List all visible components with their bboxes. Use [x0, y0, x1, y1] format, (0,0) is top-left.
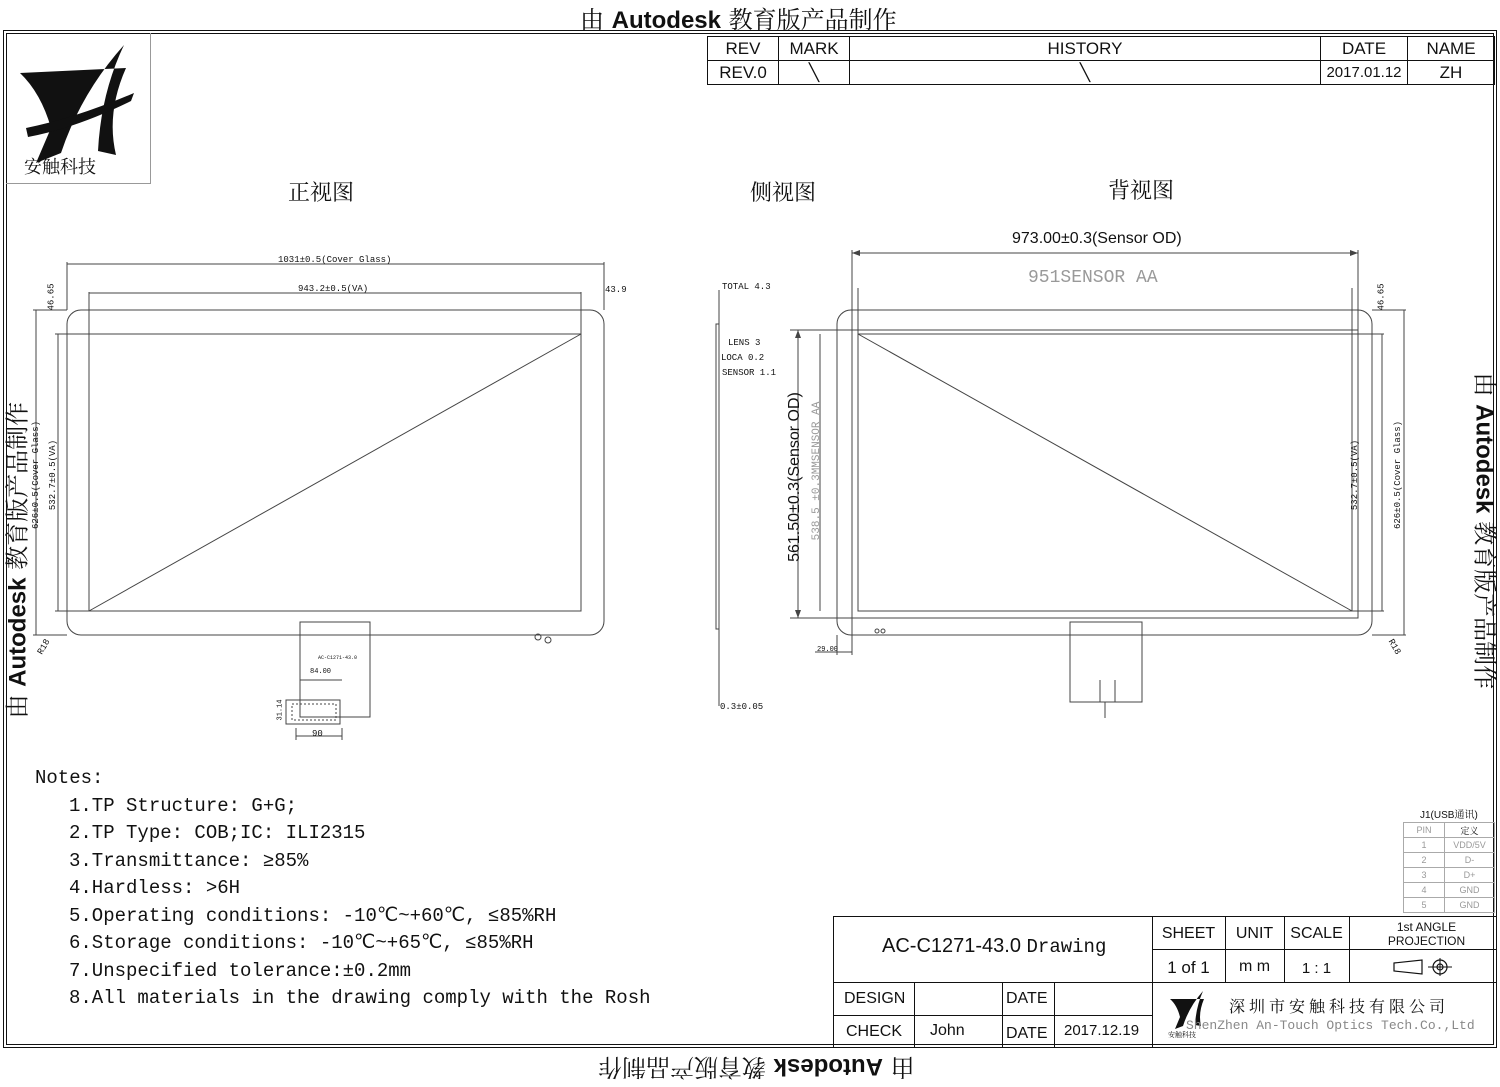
- back-sensor-aa-height-label: 538.5 ±0.3MMSENSOR AA: [811, 376, 823, 566]
- side-tail-label: 0.3±0.05: [720, 702, 763, 712]
- front-height-cover-label: 626±0.5(Cover Glass): [31, 421, 41, 529]
- scale-label: SCALE: [1284, 925, 1349, 943]
- design-date-label: DATE: [1006, 990, 1047, 1008]
- note-item: 4.Hardless: >6H: [35, 875, 651, 903]
- def-header: 定义: [1445, 823, 1495, 838]
- sheet-value: 1 of 1: [1152, 958, 1225, 978]
- history-header: HISTORY: [850, 37, 1321, 61]
- fpc-width-label: 90: [312, 729, 323, 739]
- mark-header: MARK: [779, 37, 850, 61]
- note-item: 5.Operating conditions: -10℃~+60℃, ≤85%RH: [35, 903, 651, 931]
- check-date-label: DATE: [1006, 1025, 1047, 1043]
- watermark-left: 由 Autodesk 教育版产品制作: [0, 389, 33, 719]
- side-sensor-label: SENSOR 1.1: [722, 368, 776, 378]
- watermark-right: 由 Autodesk 教育版产品制作: [1470, 373, 1500, 703]
- check-name: John: [930, 1022, 965, 1040]
- side-lens-label: LENS 3: [728, 338, 760, 348]
- date-header: DATE: [1321, 37, 1408, 61]
- pin-cell: 5: [1404, 898, 1445, 913]
- note-item: 1.TP Structure: G+G;: [35, 793, 651, 821]
- notes-heading: Notes:: [35, 765, 651, 793]
- def-cell: D-: [1445, 853, 1495, 868]
- design-label: DESIGN: [844, 990, 905, 1008]
- pin-cell: 4: [1404, 883, 1445, 898]
- side-view-title: 侧视图: [750, 176, 816, 207]
- back-height-va-label: 532.7±0.5(VA): [1350, 440, 1360, 510]
- date-value: 2017.01.12: [1321, 61, 1408, 85]
- note-item: 7.Unspecified tolerance:±0.2mm: [35, 958, 651, 986]
- company-name-en: ShenZhen An-Touch Optics Tech.Co.,Ltd: [1186, 1018, 1475, 1033]
- note-item: 2.TP Type: COB;IC: ILI2315: [35, 820, 651, 848]
- sheet-label: SHEET: [1152, 925, 1225, 943]
- projection-symbol-icon: [1392, 957, 1472, 977]
- back-height-cover-label: 626±0.5(Cover Glass): [1393, 421, 1403, 529]
- side-total-label: TOTAL 4.3: [722, 282, 771, 292]
- unit-label: UNIT: [1225, 925, 1284, 943]
- company-name-cn: 深圳市安触科技有限公司: [1229, 994, 1449, 1017]
- pin-header: PIN: [1404, 823, 1445, 838]
- front-radius-label: R18: [36, 637, 53, 656]
- check-label: CHECK: [846, 1023, 902, 1041]
- def-cell: VDD/5V: [1445, 838, 1495, 853]
- pin-table: [1403, 822, 1495, 913]
- fpc-inner-label: 84.00: [310, 668, 331, 676]
- front-width-cover-label: 1031±0.5(Cover Glass): [278, 255, 391, 265]
- front-height-va-label: 532.7±0.5(VA): [48, 440, 58, 510]
- front-width-va-label: 943.2±0.5(VA): [298, 284, 368, 294]
- watermark-top: 由 Autodesk 教育版产品制作: [580, 0, 897, 35]
- back-offset-top-label: 46.65: [1377, 283, 1387, 310]
- check-date-value: 2017.12.19: [1064, 1022, 1139, 1039]
- note-item: 8.All materials in the drawing comply with the Rosh: [35, 985, 651, 1013]
- fpc-depth-label: 31.14: [277, 699, 285, 720]
- back-offset-left-label: 29.00: [817, 646, 838, 654]
- pin-cell: 2: [1404, 853, 1445, 868]
- name-value: ZH: [1408, 61, 1495, 85]
- watermark-bottom: 由 Autodesk 教育版产品制作: [598, 1052, 915, 1087]
- history-value: ╲: [850, 61, 1321, 85]
- back-sensor-aa-label: 951SENSOR AA: [1028, 268, 1158, 288]
- front-view-title: 正视图: [288, 176, 354, 207]
- small-logo-caption: 安触科技: [1168, 1030, 1196, 1040]
- def-cell: GND: [1445, 898, 1495, 913]
- scale-value: 1 : 1: [1284, 960, 1349, 977]
- side-loca-label: LOCA 0.2: [721, 353, 764, 363]
- logo-caption: 安触科技: [24, 153, 96, 179]
- rev-header: REV: [708, 37, 779, 61]
- rev-value: REV.0: [708, 61, 779, 85]
- unit-value: m m: [1225, 958, 1284, 976]
- def-cell: GND: [1445, 883, 1495, 898]
- back-sensor-od-width-label: 973.00±0.3(Sensor OD): [1012, 230, 1182, 248]
- fpc-part-label: AC-C1271-43.0: [318, 655, 357, 661]
- front-offset-right-label: 43.9: [605, 285, 627, 295]
- notes-block: [35, 765, 651, 1013]
- def-cell: D+: [1445, 868, 1495, 883]
- back-radius-label: R18: [1386, 637, 1403, 656]
- mark-value: ╲: [779, 61, 850, 85]
- pin-cell: 3: [1404, 868, 1445, 883]
- drawing-number: AC-C1271-43.0 Drawing: [882, 935, 1106, 958]
- title-block: [833, 916, 1496, 1048]
- back-view-title: 背视图: [1108, 174, 1174, 205]
- name-header: NAME: [1408, 37, 1495, 61]
- note-item: 3.Transmittance: ≥85%: [35, 848, 651, 876]
- front-offset-top-label: 46.65: [47, 283, 57, 310]
- note-item: 6.Storage conditions: -10℃~+65℃, ≤85%RH: [35, 930, 651, 958]
- projection-label: 1st ANGLE PROJECTION: [1374, 920, 1479, 948]
- pin-cell: 1: [1404, 838, 1445, 853]
- pin-table-title: J1(USB通讯): [1420, 806, 1478, 821]
- back-sensor-od-height-label: 561.50±0.3(Sensor OD): [786, 382, 804, 572]
